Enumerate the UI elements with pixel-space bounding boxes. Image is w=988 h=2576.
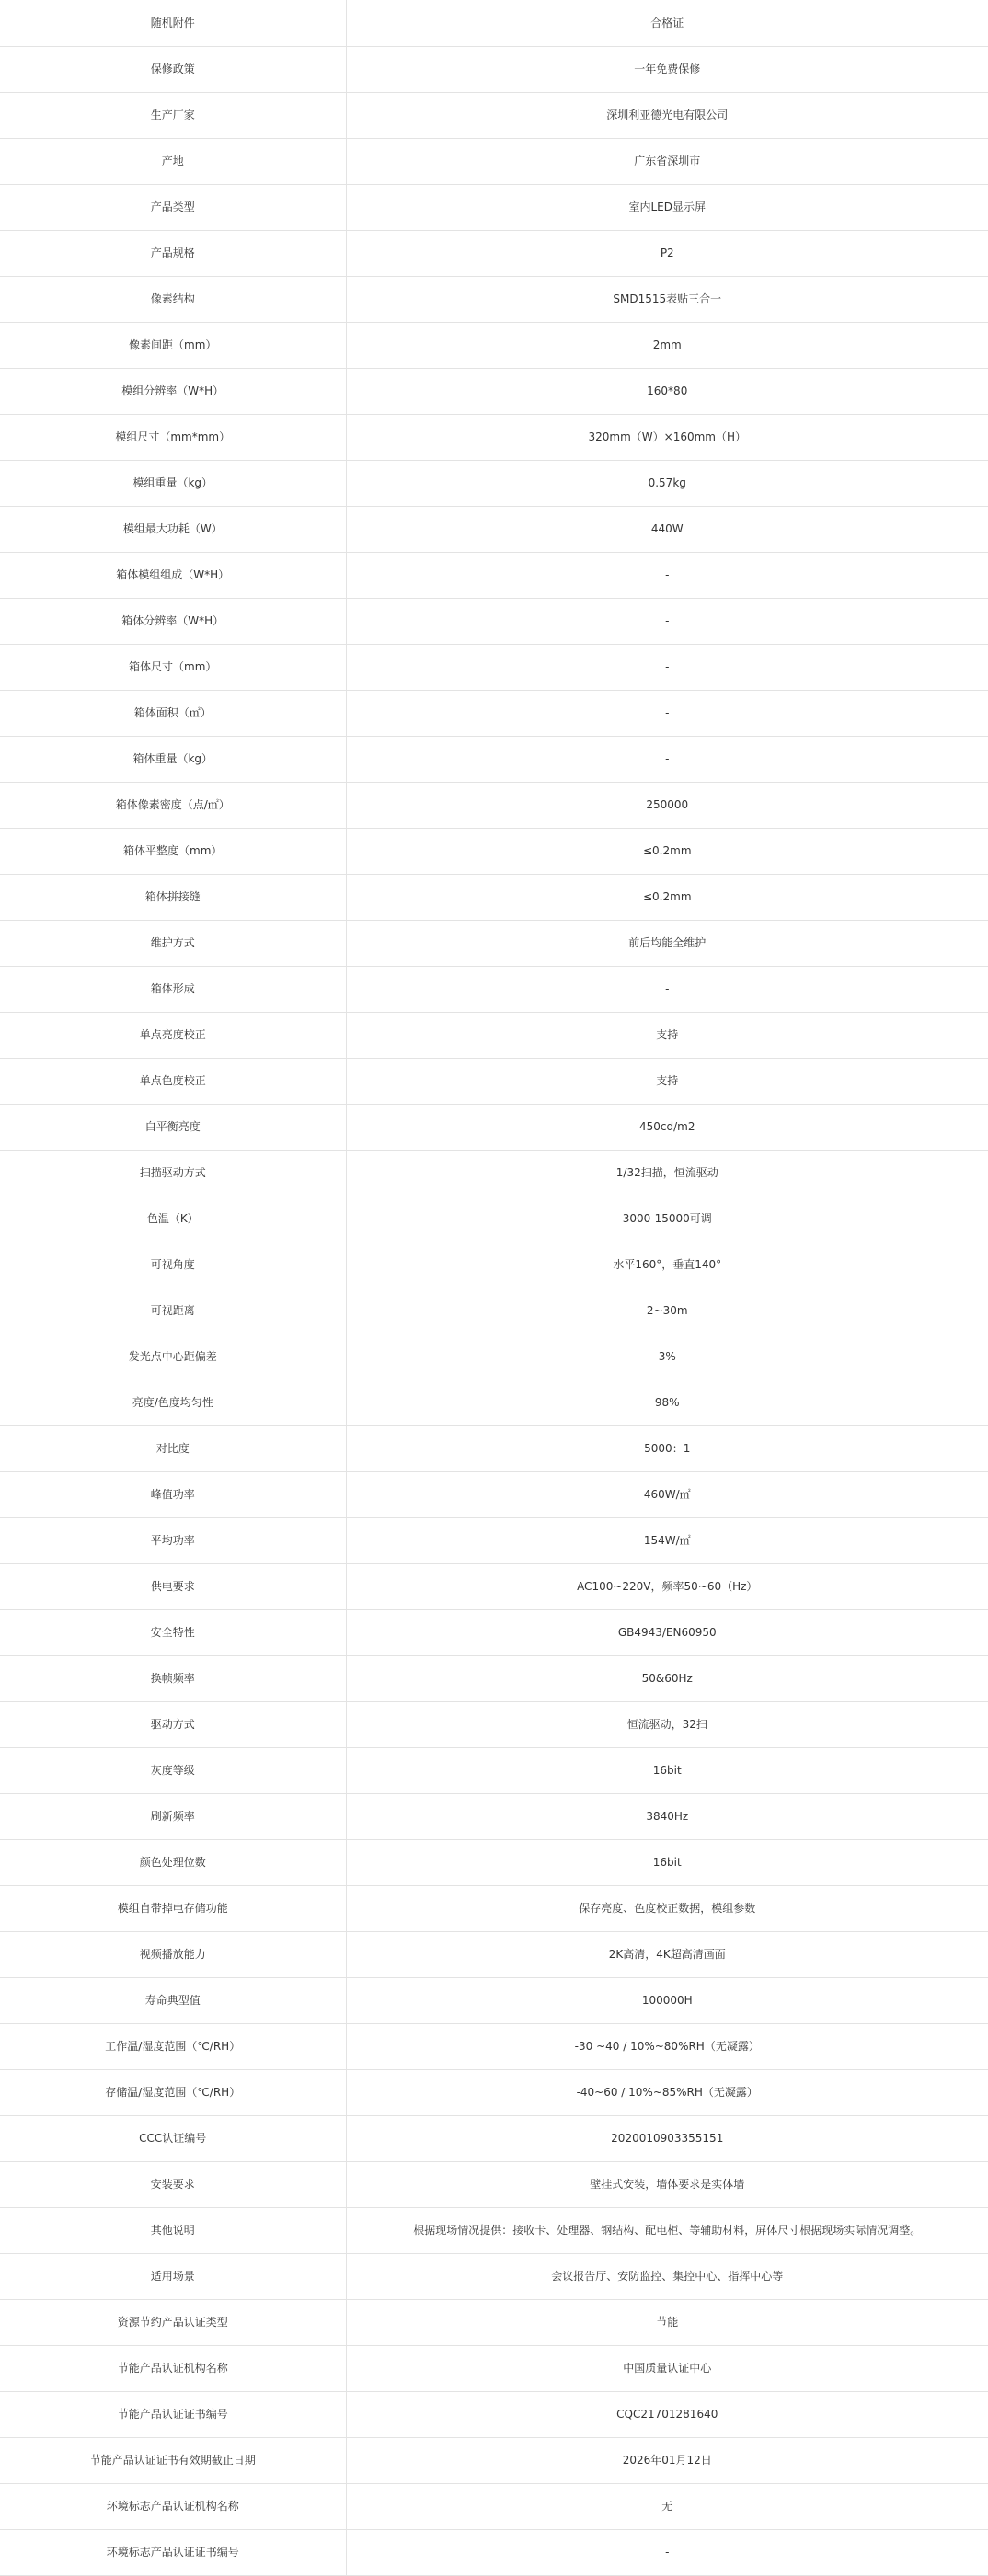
table-row [0, 828, 988, 874]
table-row [0, 1471, 988, 1517]
table-row [0, 2161, 988, 2207]
spec-label: 可视距离 [0, 1288, 346, 1334]
table-row [0, 2529, 988, 2575]
spec-label: 环境标志产品认证证书编号 [0, 2529, 346, 2575]
spec-label: 产品规格 [0, 230, 346, 276]
spec-value: - [346, 644, 988, 690]
spec-label: 工作温/湿度范围（℃/RH） [0, 2023, 346, 2069]
table-row [0, 460, 988, 506]
spec-value: AC100~220V，频率50~60（Hz） [346, 1563, 988, 1609]
table-row [0, 414, 988, 460]
spec-label: 像素结构 [0, 276, 346, 322]
spec-value: 2mm [346, 322, 988, 368]
table-row [0, 598, 988, 644]
table-row [0, 92, 988, 138]
spec-value: 合格证 [346, 0, 988, 46]
table-row [0, 1104, 988, 1150]
spec-label: 箱体面积（㎡） [0, 690, 346, 736]
spec-value: P2 [346, 230, 988, 276]
spec-label: 维护方式 [0, 920, 346, 966]
table-row [0, 1058, 988, 1104]
spec-label: 平均功率 [0, 1517, 346, 1563]
spec-label: 视频播放能力 [0, 1931, 346, 1977]
table-row [0, 1288, 988, 1334]
spec-value: 恒流驱动，32扫 [346, 1701, 988, 1747]
spec-label: 灰度等级 [0, 1747, 346, 1793]
spec-label: 箱体尺寸（mm） [0, 644, 346, 690]
spec-value: 壁挂式安装，墙体要求是实体墙 [346, 2161, 988, 2207]
spec-label: 单点亮度校正 [0, 1012, 346, 1058]
spec-label: 发光点中心距偏差 [0, 1334, 346, 1380]
spec-label: 箱体分辨率（W*H） [0, 598, 346, 644]
spec-value: ≤0.2mm [346, 874, 988, 920]
spec-label: 保修政策 [0, 46, 346, 92]
spec-value: 前后均能全维护 [346, 920, 988, 966]
spec-value: SMD1515表贴三合一 [346, 276, 988, 322]
spec-label: 安全特性 [0, 1609, 346, 1655]
spec-label: 白平衡亮度 [0, 1104, 346, 1150]
table-row [0, 2299, 988, 2345]
table-row [0, 644, 988, 690]
spec-label: CCC认证编号 [0, 2115, 346, 2161]
table-row [0, 690, 988, 736]
table-row [0, 1242, 988, 1288]
spec-value: 2026年01月12日 [346, 2437, 988, 2483]
spec-value: 50&60Hz [346, 1655, 988, 1701]
table-row [0, 230, 988, 276]
table-row [0, 2207, 988, 2253]
spec-label: 单点色度校正 [0, 1058, 346, 1104]
spec-label: 箱体拼接缝 [0, 874, 346, 920]
spec-label: 节能产品认证证书编号 [0, 2391, 346, 2437]
table-row [0, 2253, 988, 2299]
spec-value: 3% [346, 1334, 988, 1380]
spec-label: 色温（K） [0, 1196, 346, 1242]
spec-label: 存储温/湿度范围（℃/RH） [0, 2069, 346, 2115]
table-row [0, 1839, 988, 1885]
table-row [0, 920, 988, 966]
spec-value: 节能 [346, 2299, 988, 2345]
spec-value: 460W/㎡ [346, 1471, 988, 1517]
table-row [0, 2023, 988, 2069]
table-row [0, 2069, 988, 2115]
spec-value: 1/32扫描，恒流驱动 [346, 1150, 988, 1196]
spec-value: 保存亮度、色度校正数据，模组参数 [346, 1885, 988, 1931]
spec-label: 可视角度 [0, 1242, 346, 1288]
spec-value: 一年免费保修 [346, 46, 988, 92]
spec-value: 中国质量认证中心 [346, 2345, 988, 2391]
table-row [0, 736, 988, 782]
table-row [0, 506, 988, 552]
spec-value: 2K高清，4K超高清画面 [346, 1931, 988, 1977]
spec-value: 室内LED显示屏 [346, 184, 988, 230]
spec-label: 箱体像素密度（点/㎡） [0, 782, 346, 828]
spec-label: 节能产品认证机构名称 [0, 2345, 346, 2391]
spec-value: 支持 [346, 1012, 988, 1058]
spec-label: 供电要求 [0, 1563, 346, 1609]
table-row [0, 782, 988, 828]
table-row [0, 1517, 988, 1563]
spec-label: 换帧频率 [0, 1655, 346, 1701]
spec-value: 320mm（W）×160mm（H） [346, 414, 988, 460]
spec-value: ≤0.2mm [346, 828, 988, 874]
spec-value: 440W [346, 506, 988, 552]
spec-value: 支持 [346, 1058, 988, 1104]
table-row [0, 2483, 988, 2529]
table-row [0, 1334, 988, 1380]
spec-label: 模组尺寸（mm*mm） [0, 414, 346, 460]
table-row [0, 1931, 988, 1977]
spec-label: 箱体重量（kg） [0, 736, 346, 782]
table-row [0, 874, 988, 920]
spec-label: 模组自带掉电存储功能 [0, 1885, 346, 1931]
spec-value: 根据现场情况提供：接收卡、处理器、钢结构、配电柜、等辅助材料，屏体尺寸根据现场实际情况调整。 [346, 2207, 988, 2253]
table-row [0, 552, 988, 598]
spec-label: 产品类型 [0, 184, 346, 230]
table-row [0, 1655, 988, 1701]
spec-label: 像素间距（mm） [0, 322, 346, 368]
table-row [0, 1563, 988, 1609]
spec-label: 适用场景 [0, 2253, 346, 2299]
table-row [0, 2437, 988, 2483]
table-row [0, 1012, 988, 1058]
table-row [0, 1380, 988, 1425]
table-row [0, 1609, 988, 1655]
spec-label: 产地 [0, 138, 346, 184]
table-row [0, 2391, 988, 2437]
table-row [0, 1425, 988, 1471]
spec-label: 模组最大功耗（W） [0, 506, 346, 552]
spec-label: 箱体模组组成（W*H） [0, 552, 346, 598]
spec-label: 其他说明 [0, 2207, 346, 2253]
spec-value: - [346, 598, 988, 644]
spec-label: 资源节约产品认证类型 [0, 2299, 346, 2345]
spec-value: 16bit [346, 1747, 988, 1793]
spec-value: 0.57kg [346, 460, 988, 506]
spec-label: 刷新频率 [0, 1793, 346, 1839]
spec-value: 水平160°，垂直140° [346, 1242, 988, 1288]
table-row [0, 0, 988, 46]
spec-value: 3000-15000可调 [346, 1196, 988, 1242]
spec-label: 随机附件 [0, 0, 346, 46]
spec-value: -40~60 / 10%~85%RH（无凝露） [346, 2069, 988, 2115]
spec-value: -30 ~40 / 10%~80%RH（无凝露） [346, 2023, 988, 2069]
spec-label: 模组重量（kg） [0, 460, 346, 506]
spec-label: 亮度/色度均匀性 [0, 1380, 346, 1425]
table-row [0, 966, 988, 1012]
spec-label: 驱动方式 [0, 1701, 346, 1747]
table-row [0, 1885, 988, 1931]
spec-label: 寿命典型值 [0, 1977, 346, 2023]
spec-value: GB4943/EN60950 [346, 1609, 988, 1655]
spec-label: 节能产品认证证书有效期截止日期 [0, 2437, 346, 2483]
table-row [0, 1793, 988, 1839]
spec-value: 98% [346, 1380, 988, 1425]
table-row [0, 184, 988, 230]
table-row [0, 2345, 988, 2391]
spec-value: 5000：1 [346, 1425, 988, 1471]
table-row [0, 276, 988, 322]
table-row [0, 322, 988, 368]
spec-label: 峰值功率 [0, 1471, 346, 1517]
spec-value: - [346, 736, 988, 782]
table-row [0, 1701, 988, 1747]
spec-label: 箱体平整度（mm） [0, 828, 346, 874]
spec-label: 生产厂家 [0, 92, 346, 138]
spec-value: 无 [346, 2483, 988, 2529]
table-row [0, 1977, 988, 2023]
spec-value: 广东省深圳市 [346, 138, 988, 184]
spec-label: 安装要求 [0, 2161, 346, 2207]
table-row [0, 1196, 988, 1242]
table-row [0, 368, 988, 414]
spec-value: - [346, 2529, 988, 2575]
spec-value: - [346, 690, 988, 736]
spec-value: 2~30m [346, 1288, 988, 1334]
spec-value: CQC21701281640 [346, 2391, 988, 2437]
spec-value: - [346, 966, 988, 1012]
spec-label: 模组分辨率（W*H） [0, 368, 346, 414]
spec-value: 160*80 [346, 368, 988, 414]
spec-value: 2020010903355151 [346, 2115, 988, 2161]
spec-value: 450cd/m2 [346, 1104, 988, 1150]
spec-value: 16bit [346, 1839, 988, 1885]
spec-value: 深圳利亚德光电有限公司 [346, 92, 988, 138]
spec-value: 3840Hz [346, 1793, 988, 1839]
table-row [0, 1150, 988, 1196]
spec-label: 环境标志产品认证机构名称 [0, 2483, 346, 2529]
spec-value: 154W/㎡ [346, 1517, 988, 1563]
spec-label: 颜色处理位数 [0, 1839, 346, 1885]
spec-label: 扫描驱动方式 [0, 1150, 346, 1196]
spec-label: 对比度 [0, 1425, 346, 1471]
spec-value: - [346, 552, 988, 598]
spec-value: 250000 [346, 782, 988, 828]
table-row [0, 138, 988, 184]
table-row [0, 2115, 988, 2161]
spec-label: 箱体形成 [0, 966, 346, 1012]
table-row [0, 46, 988, 92]
spec-value: 会议报告厅、安防监控、集控中心、指挥中心等 [346, 2253, 988, 2299]
table-row [0, 1747, 988, 1793]
spec-value: 100000H [346, 1977, 988, 2023]
